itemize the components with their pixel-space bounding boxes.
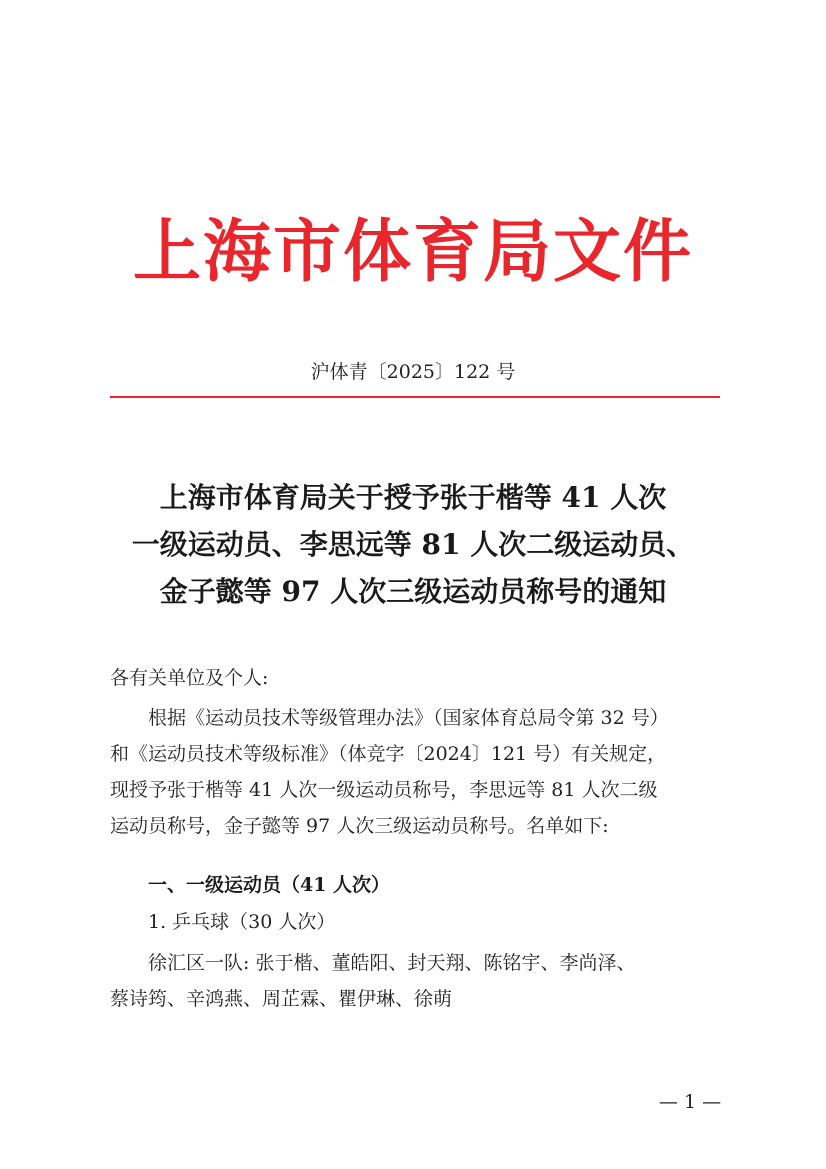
document-masthead: 上海市体育局文件	[132, 212, 693, 292]
title-line-1: 上海市体育局关于授予张于楷等 41 人次	[159, 481, 667, 514]
document-number: 沪体青〔2025〕122 号	[310, 361, 516, 383]
title-line-3: 金子懿等 97 人次三级运动员称号的通知	[159, 575, 667, 608]
subsection-heading-table-tennis: 1. 乒乓球（30 人次）	[148, 911, 336, 933]
names-line: 蔡诗筠、辛鸿燕、周芷霖、瞿伊琳、徐萌	[110, 988, 453, 1010]
document-title	[0, 474, 826, 615]
paragraph-line: 运动员称号，金子懿等 97 人次三级运动员称号。名单如下:	[110, 815, 609, 837]
paragraph-line: 和《运动员技术等级标准》（体竞字〔2024〕121 号）有关规定，	[110, 743, 667, 765]
body-paragraph	[110, 700, 725, 844]
salutation: 各有关单位及个人:	[110, 667, 269, 689]
title-line-2: 一级运动员、李思远等 81 人次二级运动员、	[131, 528, 695, 561]
paragraph-line: 现授予张于楷等 41 人次一级运动员称号，李思远等 81 人次二级	[110, 779, 658, 801]
paragraph-line: 根据《运动员技术等级管理办法》（国家体育总局令第 32 号）	[148, 707, 669, 729]
section-heading-first-level-athletes: 一、一级运动员（41 人次）	[148, 874, 391, 896]
athlete-names-list	[110, 945, 725, 1017]
names-line: 徐汇区一队: 张于楷、董皓阳、封天翔、陈铭宇、李尚泽、	[148, 952, 636, 974]
page-number: — 1 —	[658, 1091, 722, 1113]
red-separator-line	[110, 396, 720, 398]
